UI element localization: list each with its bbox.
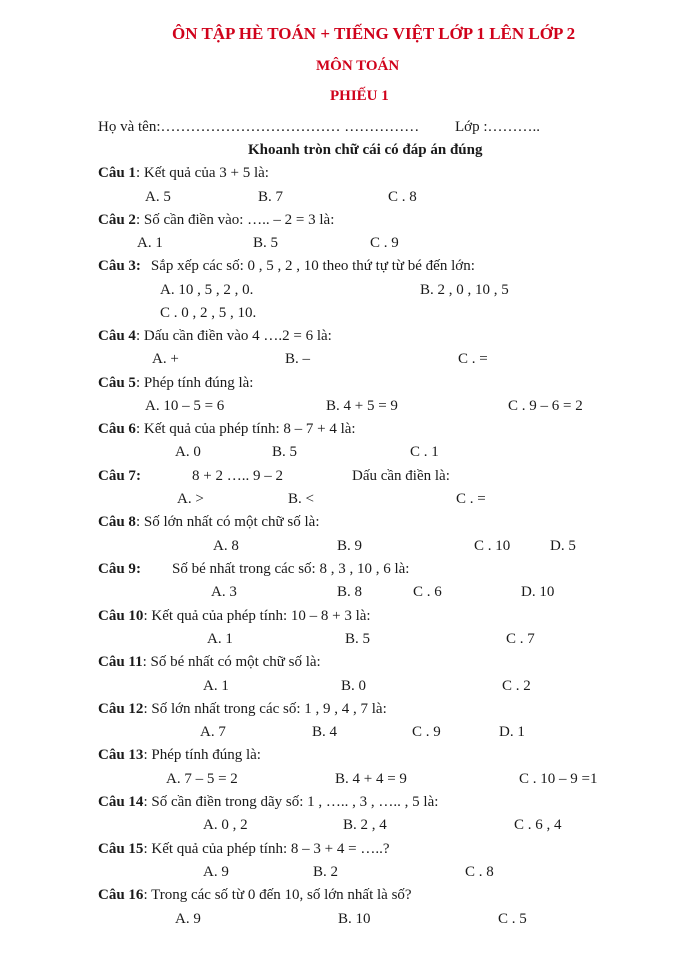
- question-10: [98, 607, 371, 625]
- question-label: Câu 11: [98, 654, 143, 670]
- question-5-option-c[interactable]: C . 9 – 6 = 2: [508, 398, 583, 414]
- question-5: [98, 374, 253, 392]
- question-text: :: [135, 468, 141, 484]
- question-8-option-a[interactable]: A. 8: [213, 538, 239, 554]
- question-3: [98, 257, 475, 275]
- question-1-option-b[interactable]: B. 7: [258, 189, 284, 205]
- question-12-option-b[interactable]: B. 4: [312, 724, 338, 740]
- question-10-option-c[interactable]: C . 7: [506, 631, 535, 647]
- question-11-option-c[interactable]: C . 2: [502, 678, 531, 694]
- question-label: Câu 16: [98, 887, 144, 903]
- question-12: [98, 700, 387, 718]
- question-3-option-c[interactable]: C . 0 , 2 , 5 , 10.: [160, 305, 257, 321]
- question-4: [98, 327, 332, 345]
- question-label: Câu 7: [98, 468, 136, 484]
- question-label: Câu 8: [98, 514, 136, 530]
- question-15-option-a[interactable]: A. 9: [203, 864, 229, 880]
- question-1: [98, 164, 269, 182]
- question-label: Câu 4: [98, 328, 136, 344]
- question-8-option-c[interactable]: C . 10: [474, 538, 511, 554]
- question-text: : Số lớn nhất có một chữ số là:: [135, 514, 320, 530]
- question-5-option-a[interactable]: A. 10 – 5 = 6: [145, 398, 225, 414]
- question-6: [98, 420, 356, 438]
- question-11-option-b[interactable]: B. 0: [341, 678, 367, 694]
- question-7-option-a[interactable]: A. >: [177, 491, 204, 507]
- question-2-option-c[interactable]: C . 9: [370, 235, 399, 251]
- class-field[interactable]: Lớp :………..: [455, 119, 541, 135]
- question-9-option-b[interactable]: B. 8: [337, 584, 363, 600]
- subject-heading: MÔN TOÁN: [316, 58, 400, 74]
- question-16: [98, 886, 412, 904]
- question-14-option-b[interactable]: B. 2 , 4: [343, 817, 387, 833]
- question-14: [98, 793, 438, 811]
- question-text: : Số cần điền vào: ….. – 2 = 3 là:: [135, 212, 335, 228]
- question-text: : Trong các số từ 0 đến 10, số lớn nhất là số?: [143, 887, 412, 903]
- question-16-option-c[interactable]: C . 5: [498, 911, 527, 927]
- question-7: [98, 467, 141, 485]
- question-text: : Kết quả của phép tính: 8 – 7 + 4 là:: [135, 421, 356, 437]
- question-10-option-b[interactable]: B. 5: [345, 631, 371, 647]
- question-1-option-a[interactable]: A. 5: [145, 189, 171, 205]
- question-text: : Dấu cần điền vào 4 ….2 = 6 là:: [135, 328, 332, 344]
- question-text: : Phép tính đúng là:: [143, 747, 261, 763]
- student-name-field[interactable]: Họ và tên:……………………………… ……………: [98, 119, 420, 135]
- sheet-heading: PHIẾU 1: [330, 88, 389, 104]
- question-8: [98, 513, 319, 531]
- question-16-option-a[interactable]: A. 9: [175, 911, 201, 927]
- question-6-option-a[interactable]: A. 0: [175, 444, 201, 460]
- question-10-option-a[interactable]: A. 1: [207, 631, 233, 647]
- question-12-option-d[interactable]: D. 1: [499, 724, 525, 740]
- question-label: Câu 12: [98, 701, 144, 717]
- question-9-option-c[interactable]: C . 6: [413, 584, 442, 600]
- question-label: Câu 1: [98, 165, 136, 181]
- question-7-option-b[interactable]: B. <: [288, 491, 314, 507]
- question-15-option-b[interactable]: B. 2: [313, 864, 339, 880]
- question-text: Sắp xếp các số: 0 , 5 , 2 , 10 theo thứ tự từ bé đến lớn:: [150, 258, 475, 274]
- question-label: Câu 9: [98, 561, 136, 577]
- question-2-option-b[interactable]: B. 5: [253, 235, 279, 251]
- question-13-option-c[interactable]: C . 10 – 9 =1: [519, 771, 598, 787]
- question-15: [98, 840, 389, 858]
- question-5-option-b[interactable]: B. 4 + 5 = 9: [326, 398, 398, 414]
- question-label: Câu 5: [98, 375, 136, 391]
- question-13-option-a[interactable]: A. 7 – 5 = 2: [166, 771, 238, 787]
- question-label: Câu 2: [98, 212, 136, 228]
- question-6-option-c[interactable]: C . 1: [410, 444, 439, 460]
- question-9-prompt: Số bé nhất trong các số: 8 , 3 , 10 , 6 là:: [172, 561, 410, 577]
- question-8-option-b[interactable]: B. 9: [337, 538, 363, 554]
- question-12-option-a[interactable]: A. 7: [200, 724, 226, 740]
- question-3-option-b[interactable]: B. 2 , 0 , 10 , 5: [420, 282, 509, 298]
- question-13: [98, 746, 261, 764]
- question-2: [98, 211, 334, 229]
- worksheet-title: ÔN TẬP HÈ TOÁN + TIẾNG VIỆT LỚP 1 LÊN LỚP 2: [172, 24, 576, 43]
- question-11-option-a[interactable]: A. 1: [203, 678, 229, 694]
- question-text: : Số bé nhất có một chữ số là:: [142, 654, 321, 670]
- question-text: : Phép tính đúng là:: [135, 375, 254, 391]
- question-label: Câu 3:: [98, 258, 141, 274]
- question-7-option-c[interactable]: C . =: [456, 491, 486, 507]
- question-2-option-a[interactable]: A. 1: [137, 235, 163, 251]
- question-text: : Số lớn nhất trong các số: 1 , 9 , 4 , 7 là:: [143, 701, 387, 717]
- question-8-option-d[interactable]: D. 5: [550, 538, 576, 554]
- question-label: Câu 10: [98, 608, 144, 624]
- question-15-option-c[interactable]: C . 8: [465, 864, 494, 880]
- question-9: [98, 560, 141, 578]
- question-14-option-c[interactable]: C . 6 , 4: [514, 817, 562, 833]
- question-6-option-b[interactable]: B. 5: [272, 444, 298, 460]
- question-label: Câu 6: [98, 421, 136, 437]
- instruction-text: Khoanh tròn chữ cái có đáp án đúng: [248, 142, 483, 158]
- question-7-prompt: Dấu cần điền là:: [352, 468, 450, 484]
- question-text: : Kết quả của phép tính: 10 – 8 + 3 là:: [143, 608, 371, 624]
- question-7-expression: 8 + 2 ….. 9 – 2: [192, 468, 283, 484]
- question-text: :: [135, 561, 141, 577]
- question-label: Câu 13: [98, 747, 144, 763]
- question-12-option-c[interactable]: C . 9: [412, 724, 441, 740]
- question-text: : Số cần điền trong dãy số: 1 , ….. , 3 , ….. , 5 là:: [143, 794, 439, 810]
- question-9-option-a[interactable]: A. 3: [211, 584, 237, 600]
- question-3-option-a[interactable]: A. 10 , 5 , 2 , 0.: [160, 282, 254, 298]
- question-1-option-c[interactable]: C . 8: [388, 189, 417, 205]
- question-4-option-a[interactable]: A. +: [152, 351, 179, 367]
- question-4-option-b[interactable]: B. –: [285, 351, 311, 367]
- question-label: Câu 15: [98, 841, 144, 857]
- question-text: : Kết quả của 3 + 5 là:: [135, 165, 269, 181]
- question-label: Câu 14: [98, 794, 144, 810]
- question-text: : Kết quả của phép tính: 8 – 3 + 4 = …..?: [143, 841, 390, 857]
- question-4-option-c[interactable]: C . =: [458, 351, 488, 367]
- question-13-option-b[interactable]: B. 4 + 4 = 9: [335, 771, 407, 787]
- question-9-option-d[interactable]: D. 10: [521, 584, 555, 600]
- question-16-option-b[interactable]: B. 10: [338, 911, 371, 927]
- question-11: [98, 653, 321, 671]
- question-14-option-a[interactable]: A. 0 , 2: [203, 817, 248, 833]
